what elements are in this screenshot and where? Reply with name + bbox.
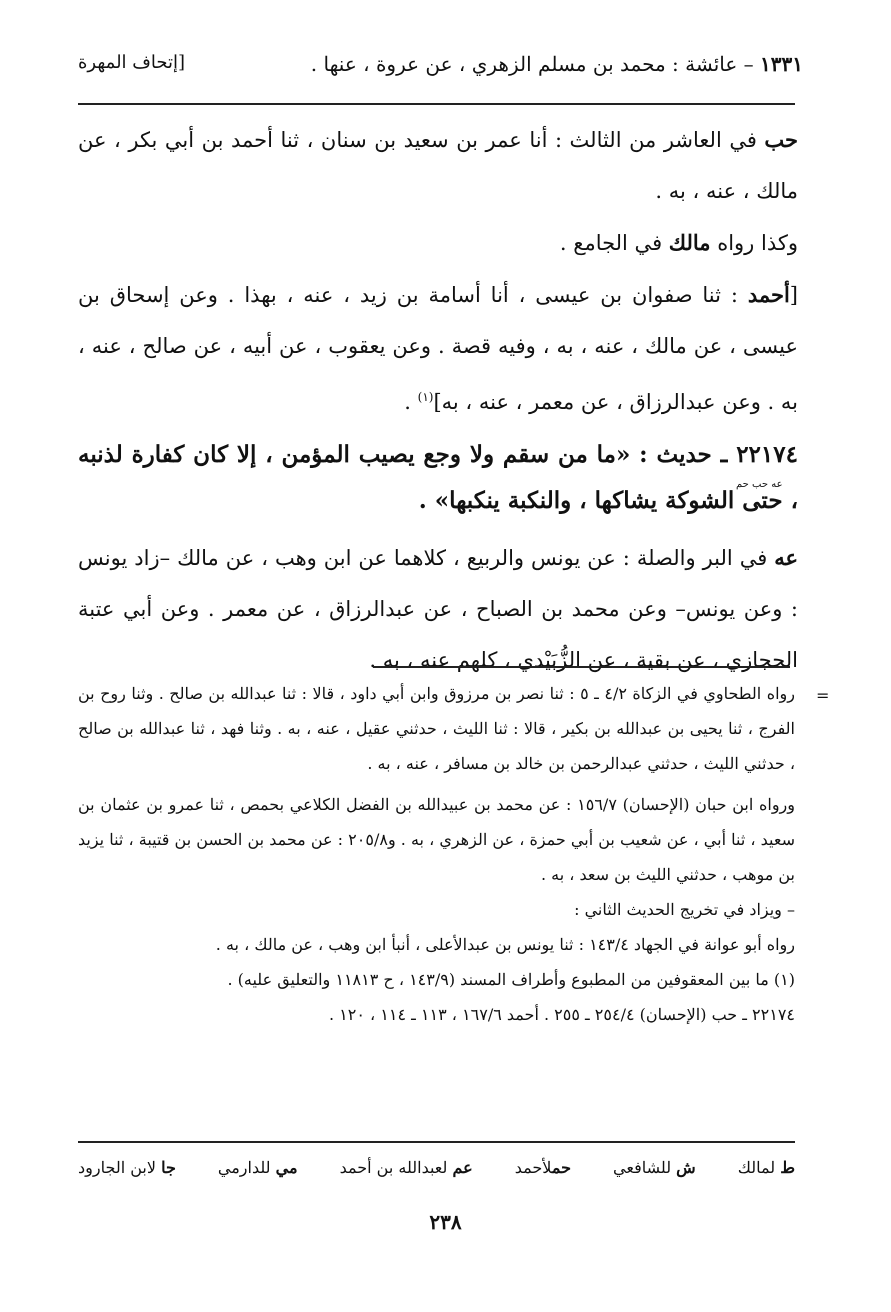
abbreviation-code: عم	[452, 1158, 473, 1177]
abbreviation-item	[78, 1158, 176, 1177]
hadith-text: حتى الشوكة يشاكها ، والنكبة ينكبها» .	[418, 487, 783, 514]
footnote-paragraph: (١) ما بين المعقوفين من المطبوع وأطراف المسند (١٤٣/٩ ، ح ١١٨١٣ والتعليق عليه) .	[227, 970, 795, 989]
abbreviation-code: ش	[676, 1158, 696, 1177]
hadith-number: ٢٢١٧٤	[736, 441, 798, 468]
abbreviation-item	[613, 1158, 696, 1177]
abbreviation-desc: لابن الجارود	[78, 1158, 162, 1177]
paragraph-ibn-majah	[78, 532, 798, 686]
continuation-mark: =	[816, 686, 830, 705]
hadith-heading	[78, 432, 798, 524]
hadith-text: «ما من سقم ولا وجع يصيب المؤمن ، إلا كان كفارة لذنبه ،	[78, 441, 798, 514]
header-title-text: – عائشة : محمد بن مسلم الزهري ، عن عروة ، عنها .	[310, 52, 761, 76]
paragraph-text: في العاشر من الثالث : أنا عمر بن سعيد بن سنان ، ثنا أحمد بن أبي بكر ، عن مالك ، عنه ، به .	[78, 128, 798, 203]
header-title	[311, 52, 803, 76]
abbreviation-desc: لمالك	[737, 1158, 781, 1177]
narrator-name: أحمد	[747, 282, 790, 307]
source-code: حب	[764, 127, 798, 152]
paragraph-text: في البر والصلة : عن يونس والربيع ، كلاهما عن ابن وهب ، عن مالك –زاد يونس : وعن يونس– وعن محمد بن الصباح ، عن عبدالرزاق ، عن معمر . وعن أبي عتبة الحجازي ، عن بقية ، عن الزُّبَيْدي ، كلهم عنه ، به .	[78, 546, 798, 672]
running-header	[78, 52, 803, 92]
footnote-ref: (١)	[417, 390, 434, 404]
footnote-paragraph: ورواه ابن حبان (الإحسان) ١٥٦/٧ : عن محمد بن عبيدالله بن الفضل الكلاعي بحمص ، ثنا عمرو بن عثمان بن سعيد ، ثنا أبي ، عن شعيب بن أبي حمزة ، عن الزهري ، به . و٢٠٥/٨ : عن محمد بن الحسن بن قتيبة ، ثنا يزيد بن موهب ، حدثني الليث بن سعد ، به .	[78, 795, 796, 884]
narrator-name: مالك	[668, 230, 711, 255]
header-number: ١٣٣١	[760, 52, 803, 76]
header-divider	[78, 103, 795, 105]
abbreviations-legend	[78, 1158, 795, 1177]
paragraph-malik	[78, 217, 798, 269]
abbreviations-divider	[78, 1141, 795, 1143]
footnote-divider	[373, 666, 790, 668]
abbreviation-item	[340, 1158, 473, 1177]
footnote-paragraph: رواه أبو عوانة في الجهاد ١٤٣/٤ : ثنا يونس بن عبدالأعلى ، أنبأ ابن وهب ، عن مالك ، به .	[215, 935, 795, 954]
paragraph-end: .	[404, 390, 418, 414]
paragraph-ahmad	[78, 269, 798, 428]
abbreviation-desc: للشافعي	[613, 1158, 677, 1177]
abbreviation-item	[738, 1158, 795, 1177]
bracket-open: [	[789, 283, 798, 307]
paragraph-text: في الجامع .	[559, 231, 669, 255]
abbreviation-desc: للدارمي	[217, 1158, 276, 1177]
abbreviation-code: جا	[161, 1158, 176, 1177]
main-text	[78, 114, 798, 686]
header-book-name: [إتحاف المهرة	[78, 52, 186, 73]
abbreviation-item	[515, 1158, 571, 1177]
source-codes-superscript: عه حب حم	[736, 479, 783, 490]
abbreviation-code: مي	[275, 1158, 298, 1177]
abbreviation-desc: لأحمد	[514, 1158, 552, 1177]
abbreviation-code: حم	[551, 1158, 571, 1177]
hadith-tail	[419, 478, 783, 524]
paragraph-hibban	[78, 114, 798, 217]
hadith-label: ـ حديث :	[630, 441, 737, 468]
abbreviation-code: ط	[780, 1158, 795, 1177]
footnotes	[78, 676, 795, 1032]
source-code: عه	[774, 545, 798, 570]
footnote-paragraph: رواه الطحاوي في الزكاة ٤/٢ ـ ٥ : ثنا نصر بن مرزوق وابن أبي داود ، قالا : ثنا عبدالله بن صالح . وثنا روح بن الفرج ، ثنا يحيى بن عبدالله بن بكير ، قالا : ثنا الليث ، حدثني عقيل ، عنه ، به . وثنا فهد ، ثنا عبدالله بن صالح ، حدثني الليث ، حدثني عبدالرحمن بن خالد بن مسافر ، عنه ، به .	[78, 684, 796, 773]
footnote-paragraph: – ويزاد في تخريج الحديث الثاني :	[574, 900, 795, 919]
abbreviation-item	[218, 1158, 298, 1177]
footnote-paragraph: ٢٢١٧٤ ـ حب (الإحسان) ٢٥٤/٤ ـ ٢٥٥ . أحمد ١٦٧/٦ ، ١١٣ ـ ١١٤ ، ١٢٠ .	[328, 1005, 795, 1024]
abbreviation-desc: لعبدالله بن أحمد	[339, 1158, 453, 1177]
paragraph-text: : ثنا صفوان بن عيسى ، أنا أسامة بن زيد ، عنه ، بهذا . وعن إسحاق بن عيسى ، عن مالك ، عنه ، به ، وفيه قصة . وعن يعقوب ، عن أبيه ، عن صالح ، عنه ، به . وعن عبدالرزاق ، عن معمر ، عنه ، به]	[78, 283, 798, 414]
page-number: ٢٣٨	[429, 1210, 462, 1234]
paragraph-text: وكذا رواه	[710, 231, 798, 255]
